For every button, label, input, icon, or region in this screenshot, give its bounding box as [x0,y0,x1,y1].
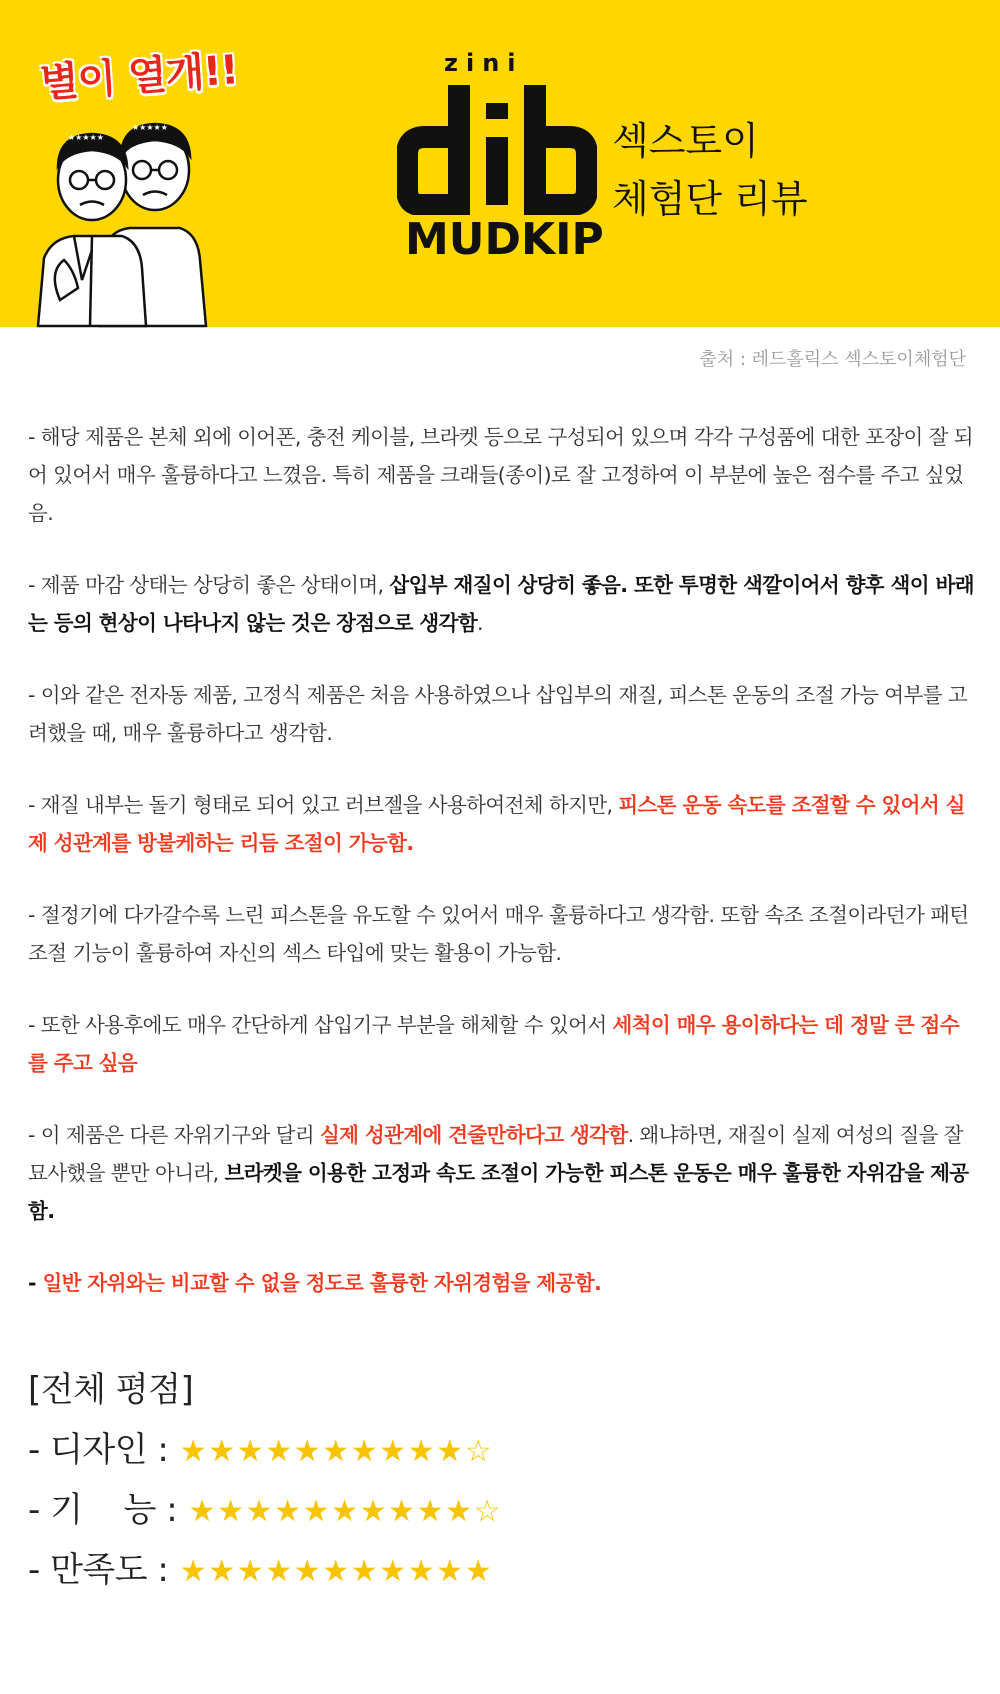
star-filled-icon: ★ [274,1494,301,1529]
highlight-text: 피스톤 운동 속도를 조절할 수 있어서 실제 성관계를 방불케하는 리듬 조절이 가능함. [28,793,965,855]
rating-label: - 디자인 : [28,1430,179,1470]
paragraph-text: - 재질 내부는 돌기 형태로 되어 있고 러브젤을 사용하여전체 하지만, [28,793,619,817]
brand-small-text: zini [444,49,524,77]
brand-name: MUDKIP [405,214,604,265]
bold-text: - [28,1271,43,1295]
paragraph-text: - 절정기에 다가갈수록 느린 피스톤을 유도할 수 있어서 매우 훌륭하다고 생각함. 또함 속조 조절이라던가 패턴 조절 기능이 훌륭하여 자신의 섹스 타입에 맞는 활용이 가능함. [28,903,969,965]
review-paragraph [28,896,978,972]
rating-row [28,1430,501,1490]
star-filled-icon: ★ [322,1434,349,1469]
rating-rows [28,1430,501,1610]
star-filled-icon: ★ [407,1434,435,1469]
star-empty-icon: ☆ [464,1434,492,1469]
rating-label: - 기 능 : [28,1490,188,1530]
paragraph-text: . [477,611,483,635]
paragraph-text: . 왜냐하면, 재질이 실제 여성의 질을 잘 묘사했을 뿐만 아니라, [28,1123,963,1185]
review-paragraph [28,676,978,752]
bold-text: 브라켓을 이용한 고정과 속도 조절이 가능한 피스톤 운동은 매우 훌륭한 자위감을 제공함. [28,1161,969,1223]
review-paragraph [28,1006,978,1082]
review-paragraph [28,1116,978,1230]
star-filled-icon: ★ [208,1434,235,1469]
star-rating [188,1490,502,1532]
star-filled-icon: ★ [436,1554,463,1589]
bold-text: 삽입부 재질이 상당히 좋음. 또한 투명한 색깔이어서 향후 색이 바래는 등의 현상이 나타나지 않는 것은 장점으로 생각함 [28,573,974,635]
paragraph-text: - 제품 마감 상태는 상당히 좋은 상태이며, [28,573,390,597]
star-filled-icon: ★ [302,1494,330,1529]
star-filled-icon: ★ [208,1554,235,1589]
star-filled-icon: ★ [236,1434,264,1469]
subtitle-line-1: 섹스토이 [612,119,759,163]
review-paragraph [28,786,978,862]
star-filled-icon: ★ [322,1554,349,1589]
review-paragraph [28,1264,978,1302]
review-paragraph [28,418,978,532]
paragraph-text: - 해당 제품은 본체 외에 이어폰, 충전 케이블, 브라켓 등으로 구성되어 있으며 각각 구성품에 대한 포장이 잘 되어 있어서 매우 훌륭하다고 느꼈음. 특히 제품을 크래들(종이)로 잘 고정하여 이 부분에 높은 점수를 주고 싶었음. [28,425,973,525]
star-filled-icon: ★ [331,1494,358,1529]
paragraph-text: - 또한 사용후에도 매우 간단하게 삽입기구 부분을 해체할 수 있어서 [28,1013,613,1037]
star-filled-icon: ★ [436,1434,463,1469]
star-filled-icon: ★ [179,1434,207,1469]
star-filled-icon: ★ [293,1554,321,1589]
star-filled-icon: ★ [265,1554,292,1589]
dib-logo-icon [397,85,597,215]
star-filled-icon: ★ [407,1554,435,1589]
star-filled-icon: ★ [416,1494,444,1529]
review-content [28,418,978,1336]
slogan: 별이 열개!! [38,47,240,107]
star-filled-icon: ★ [245,1494,273,1529]
star-rating [179,1550,493,1592]
star-filled-icon: ★ [359,1494,387,1529]
star-filled-icon: ★ [188,1494,216,1529]
highlight-text: 세척이 매우 용이하다는 데 정말 큰 점수를 주고 싶음 [28,1013,959,1075]
star-filled-icon: ★ [350,1554,378,1589]
highlight-text: 실제 성관계에 견줄만하다고 생각함 [319,1123,628,1147]
star-filled-icon: ★ [379,1434,406,1469]
highlight-text: 일반 자위와는 비교할 수 없을 정도로 훌륭한 자위경험을 제공함. [42,1271,602,1295]
header-banner [0,0,1000,327]
star-filled-icon: ★ [388,1494,415,1529]
review-paragraph [28,566,978,642]
star-empty-icon: ☆ [473,1494,501,1529]
star-filled-icon: ★ [350,1434,378,1469]
header-subtitle [612,112,808,228]
rating-section [28,1370,501,1610]
star-filled-icon: ★ [265,1434,292,1469]
rating-row [28,1490,501,1550]
mascot-characters-icon [30,100,210,328]
star-filled-icon: ★ [379,1554,406,1589]
svg-text:★★★★★: ★★★★★ [68,133,104,142]
subtitle-line-2: 체험단 리뷰 [612,177,808,221]
star-filled-icon: ★ [293,1434,321,1469]
rating-row [28,1550,501,1610]
star-filled-icon: ★ [179,1554,207,1589]
star-filled-icon: ★ [236,1554,264,1589]
star-filled-icon: ★ [445,1494,472,1529]
star-rating [179,1430,493,1472]
star-filled-icon: ★ [464,1554,492,1589]
rating-label: - 만족도 : [28,1550,179,1590]
svg-text:★★★★★: ★★★★★ [132,123,168,132]
paragraph-text: - 이와 같은 전자동 제품, 고정식 제품은 처음 사용하였으나 삽입부의 재질, 피스톤 운동의 조절 가능 여부를 고려했을 때, 매우 훌륭하다고 생각함. [28,683,968,745]
rating-title: [전체 평점] [28,1370,194,1410]
star-filled-icon: ★ [217,1494,244,1529]
paragraph-text: - 이 제품은 다른 자위기구와 달리 [28,1123,320,1147]
source-credit: 출처 : 레드홀릭스 섹스토이체험단 [699,349,966,370]
